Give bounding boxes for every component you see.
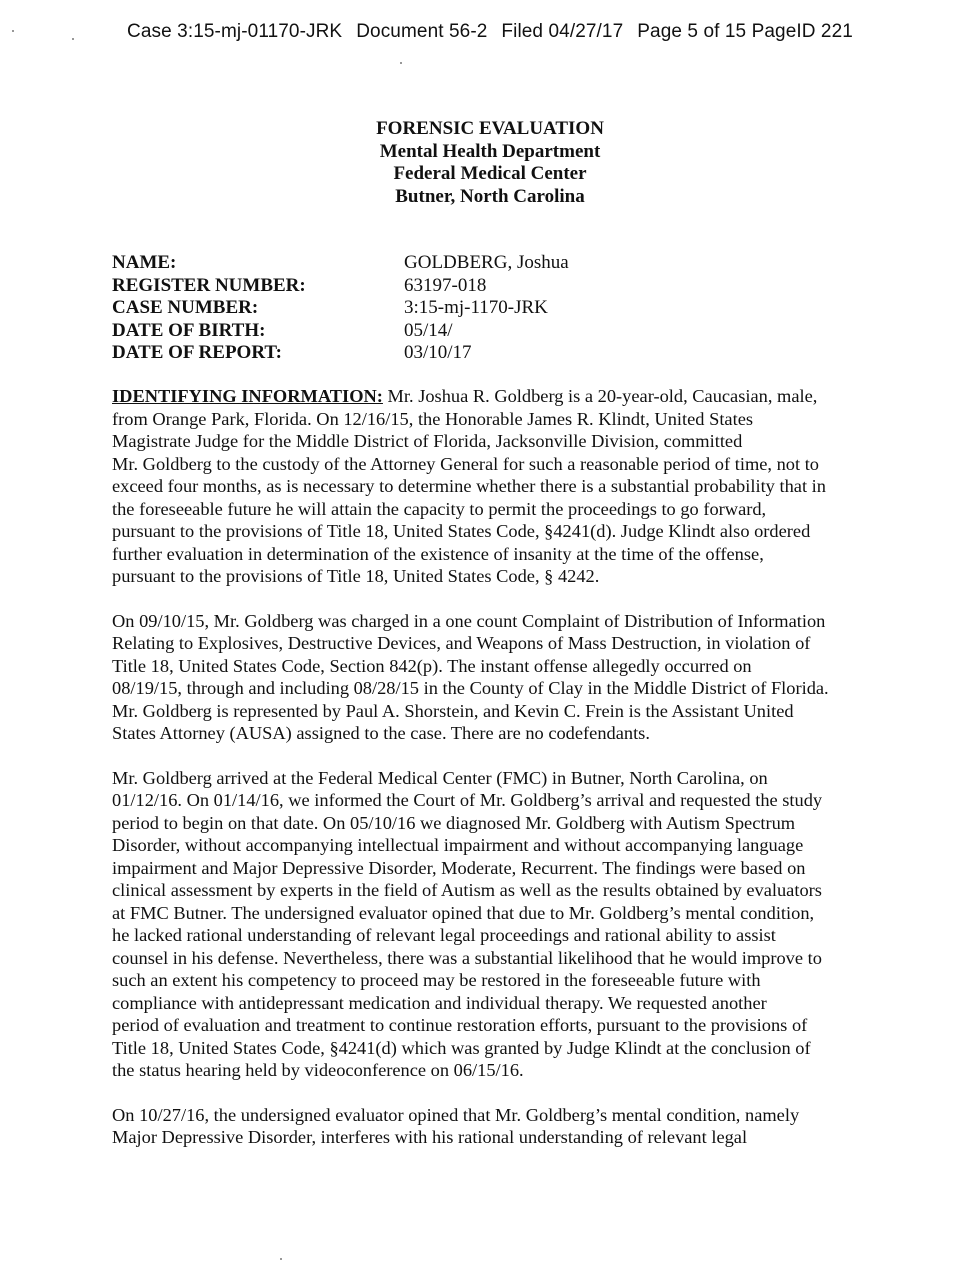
evaluation-history-paragraph [112,767,878,1082]
info-label: DATE OF BIRTH: [112,319,266,341]
section-heading: IDENTIFYING INFORMATION: [112,386,383,406]
scan-speck [72,38,74,40]
paragraph-line: period to begin on that date. On 05/10/16 we diagnosed Mr. Goldberg with Autism Spectrum [112,812,796,833]
info-value: GOLDBERG, Joshua [404,252,569,273]
subject-info-table [112,252,569,365]
paragraph-line: Title 18, United States Code, Section 842(p). The instant offense allegedly occurred on [112,655,752,676]
scan-speck [280,1258,282,1260]
scan-speck [400,62,402,64]
paragraph-line: pursuant to the provisions of Title 18, United States Code, §4241(d). Judge Klindt also ordered [112,521,811,541]
paragraph-line: Magistrate Judge for the Middle District of Florida, Jacksonville Division, committed [112,431,743,451]
report-title-block [0,118,980,208]
case-number-stamp: Case 3:15-mj-01170-JRK [127,21,343,42]
info-row-date-of-birth [112,320,569,343]
identifying-information-paragraph [112,385,878,588]
paragraph-line: Mr. Goldberg arrived at the Federal Medical Center (FMC) in Butner, North Carolina, on [112,767,768,788]
info-value: 03/10/17 [404,342,472,363]
scan-speck [12,30,14,32]
paragraph-line: impairment and Major Depressive Disorder, Moderate, Recurrent. The findings were based on [112,857,806,878]
paragraph-line: compliance with antidepressant medication and individual therapy. We requested another [112,992,767,1013]
paragraph-line: at FMC Butner. The undersigned evaluator opined that due to Mr. Goldberg’s mental condition, [112,902,815,923]
paragraph-line: On 10/27/16, the undersigned evaluator opined that Mr. Goldberg’s mental condition, namely [112,1104,800,1125]
paragraph-line: from Orange Park, Florida. On 12/16/15, the Honorable James R. Klindt, United States [112,408,754,429]
info-label: CASE NUMBER: [112,297,259,318]
facility-name: Federal Medical Center [393,163,587,184]
paragraph-line: pursuant to the provisions of Title 18, United States Code, § 4242. [112,566,600,586]
paragraph-line: Title 18, United States Code, §4241(d) which was granted by Judge Klindt at the conclusion of [112,1037,811,1058]
charges-paragraph [112,610,878,745]
competency-opinion-paragraph [112,1104,878,1149]
paragraph-line: 08/19/15, through and including 08/28/15 in the County of Clay in the Middle District of Florida. [112,678,829,698]
facility-location: Butner, North Carolina [395,185,585,207]
paragraph-line: Disorder, without accompanying intellectual impairment and without accompanying language [112,835,804,855]
paragraph-line: Relating to Explosives, Destructive Devices, and Weapons of Mass Destruction, in violation of [112,633,811,653]
paragraph-line: exceed four months, as is necessary to determine whether there is a substantial probability that in [112,476,826,496]
paragraph-line: 01/12/16. On 01/14/16, we informed the Court of Mr. Goldberg’s arrival and requested the study [112,790,823,810]
paragraph-line: Mr. Goldberg is represented by Paul A. Shorstein, and Kevin C. Frein is the Assistant United [112,700,794,721]
paragraph-line: Major Depressive Disorder, interferes with his rational understanding of relevant legal [112,1127,748,1147]
info-row-case-number [112,297,569,320]
info-label: NAME: [112,252,177,273]
info-row-date-of-report [112,342,569,365]
paragraph-line: he lacked rational understanding of relevant legal proceedings and rational ability to assist [112,925,776,945]
paragraph-line: States Attorney (AUSA) assigned to the case. There are no codefendants. [112,723,650,743]
report-body [112,385,878,1171]
info-value: 05/14/ [404,319,453,341]
info-label: REGISTER NUMBER: [112,274,306,296]
info-value: 63197-018 [404,274,487,296]
page-id-stamp: Page 5 of 15 PageID 221 [637,21,853,42]
document-number-stamp: Document 56-2 [356,21,488,42]
report-title: FORENSIC EVALUATION [376,118,604,139]
paragraph-line: such an extent his competency to proceed may be restored in the foreseeable future with [112,970,761,990]
paragraph-line: clinical assessment by experts in the field of Autism as well as the results obtained by evaluators [112,880,822,900]
filed-date-stamp: Filed 04/27/17 [501,21,624,42]
department-name: Mental Health Department [379,140,601,162]
paragraph-line: the foreseeable future he will attain the capacity to permit the proceedings to go forward, [112,498,767,519]
paragraph-line: Mr. Goldberg to the custody of the Attorney General for such a reasonable period of time, not to [112,453,820,474]
paragraph-line: further evaluation in determination of the existence of insanity at the time of the offense, [112,543,764,564]
info-value: 3:15-mj-1170-JRK [404,297,548,318]
paragraph-line: On 09/10/15, Mr. Goldberg was charged in a one count Complaint of Distribution of Information [112,610,826,631]
paragraph-line: IDENTIFYING INFORMATION: Mr. Joshua R. Goldberg is a 20-year-old, Caucasian, male, [112,386,818,406]
info-row-register-number [112,275,569,298]
info-label: DATE OF REPORT: [112,342,282,363]
paragraph-line: counsel in his defense. Nevertheless, there was a substantial likelihood that he would improve to [112,947,822,968]
paragraph-line: the status hearing held by videoconference on 06/15/16. [112,1060,524,1080]
court-filing-header [0,21,980,43]
info-row-name [112,252,569,275]
paragraph-line: period of evaluation and treatment to continue restoration efforts, pursuant to the provisions of [112,1015,808,1035]
